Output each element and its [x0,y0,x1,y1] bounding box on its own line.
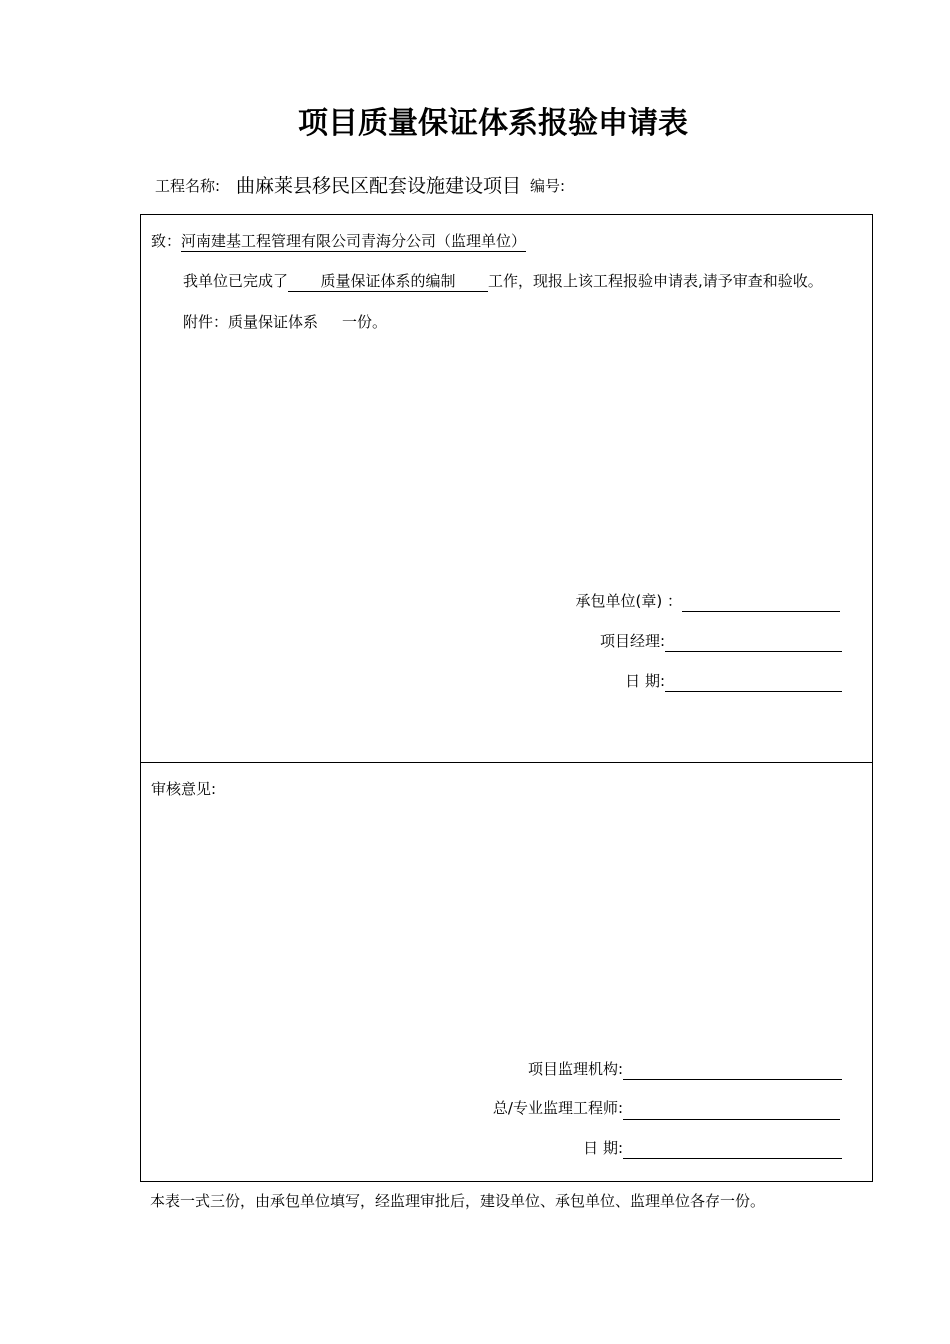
form-number-label: 编号: [530,177,566,195]
project-name-label: 工程名称: [155,177,221,195]
page-title: 项目质量保证体系报验申请表 [298,106,688,141]
supervision-engineer-field[interactable] [623,1119,840,1120]
application-date-field[interactable] [665,691,842,692]
supervision-org-label: 项目监理机构: [527,1060,623,1078]
project-name-value: 曲麻莱县移民区配套设施建设项目 [236,175,522,197]
addressee-prefix: 致： [151,232,182,250]
section-divider [141,762,872,763]
contractor-signature-field[interactable] [682,611,840,612]
application-form [140,214,873,1182]
review-opinion-label: 审核意见: [151,780,217,798]
application-statement [183,270,823,292]
addressee-line [151,230,526,252]
application-date-label: 日 期: [625,672,665,690]
statement-prefix: 我单位已完成了 [183,272,289,290]
project-manager-signature-field[interactable] [665,651,842,652]
attachment-line [183,311,387,332]
attachment-prefix: 附件：质量保证体系 [183,313,319,331]
statement-suffix: 工作，现报上该工程报验申请表,请予审查和验收。 [488,272,823,290]
attachment-suffix: 一份。 [342,313,388,331]
footer-note: 本表一式三份，由承包单位填写，经监理审批后，建设单位、承包单位、监理单位各存一份。 [150,1192,766,1210]
completed-work-field[interactable]: 质量保证体系的编制 [288,270,488,292]
supervisor-company: 河南建基工程管理有限公司青海分公司（监理单位） [181,232,527,250]
contractor-label: 承包单位(章) ： [575,592,682,610]
review-date-label: 日 期: [583,1139,623,1157]
review-date-field[interactable] [623,1158,842,1159]
project-manager-label: 项目经理: [599,632,665,650]
supervision-engineer-label: 总/专业监理工程师: [492,1099,623,1117]
supervision-org-field[interactable] [623,1079,842,1080]
